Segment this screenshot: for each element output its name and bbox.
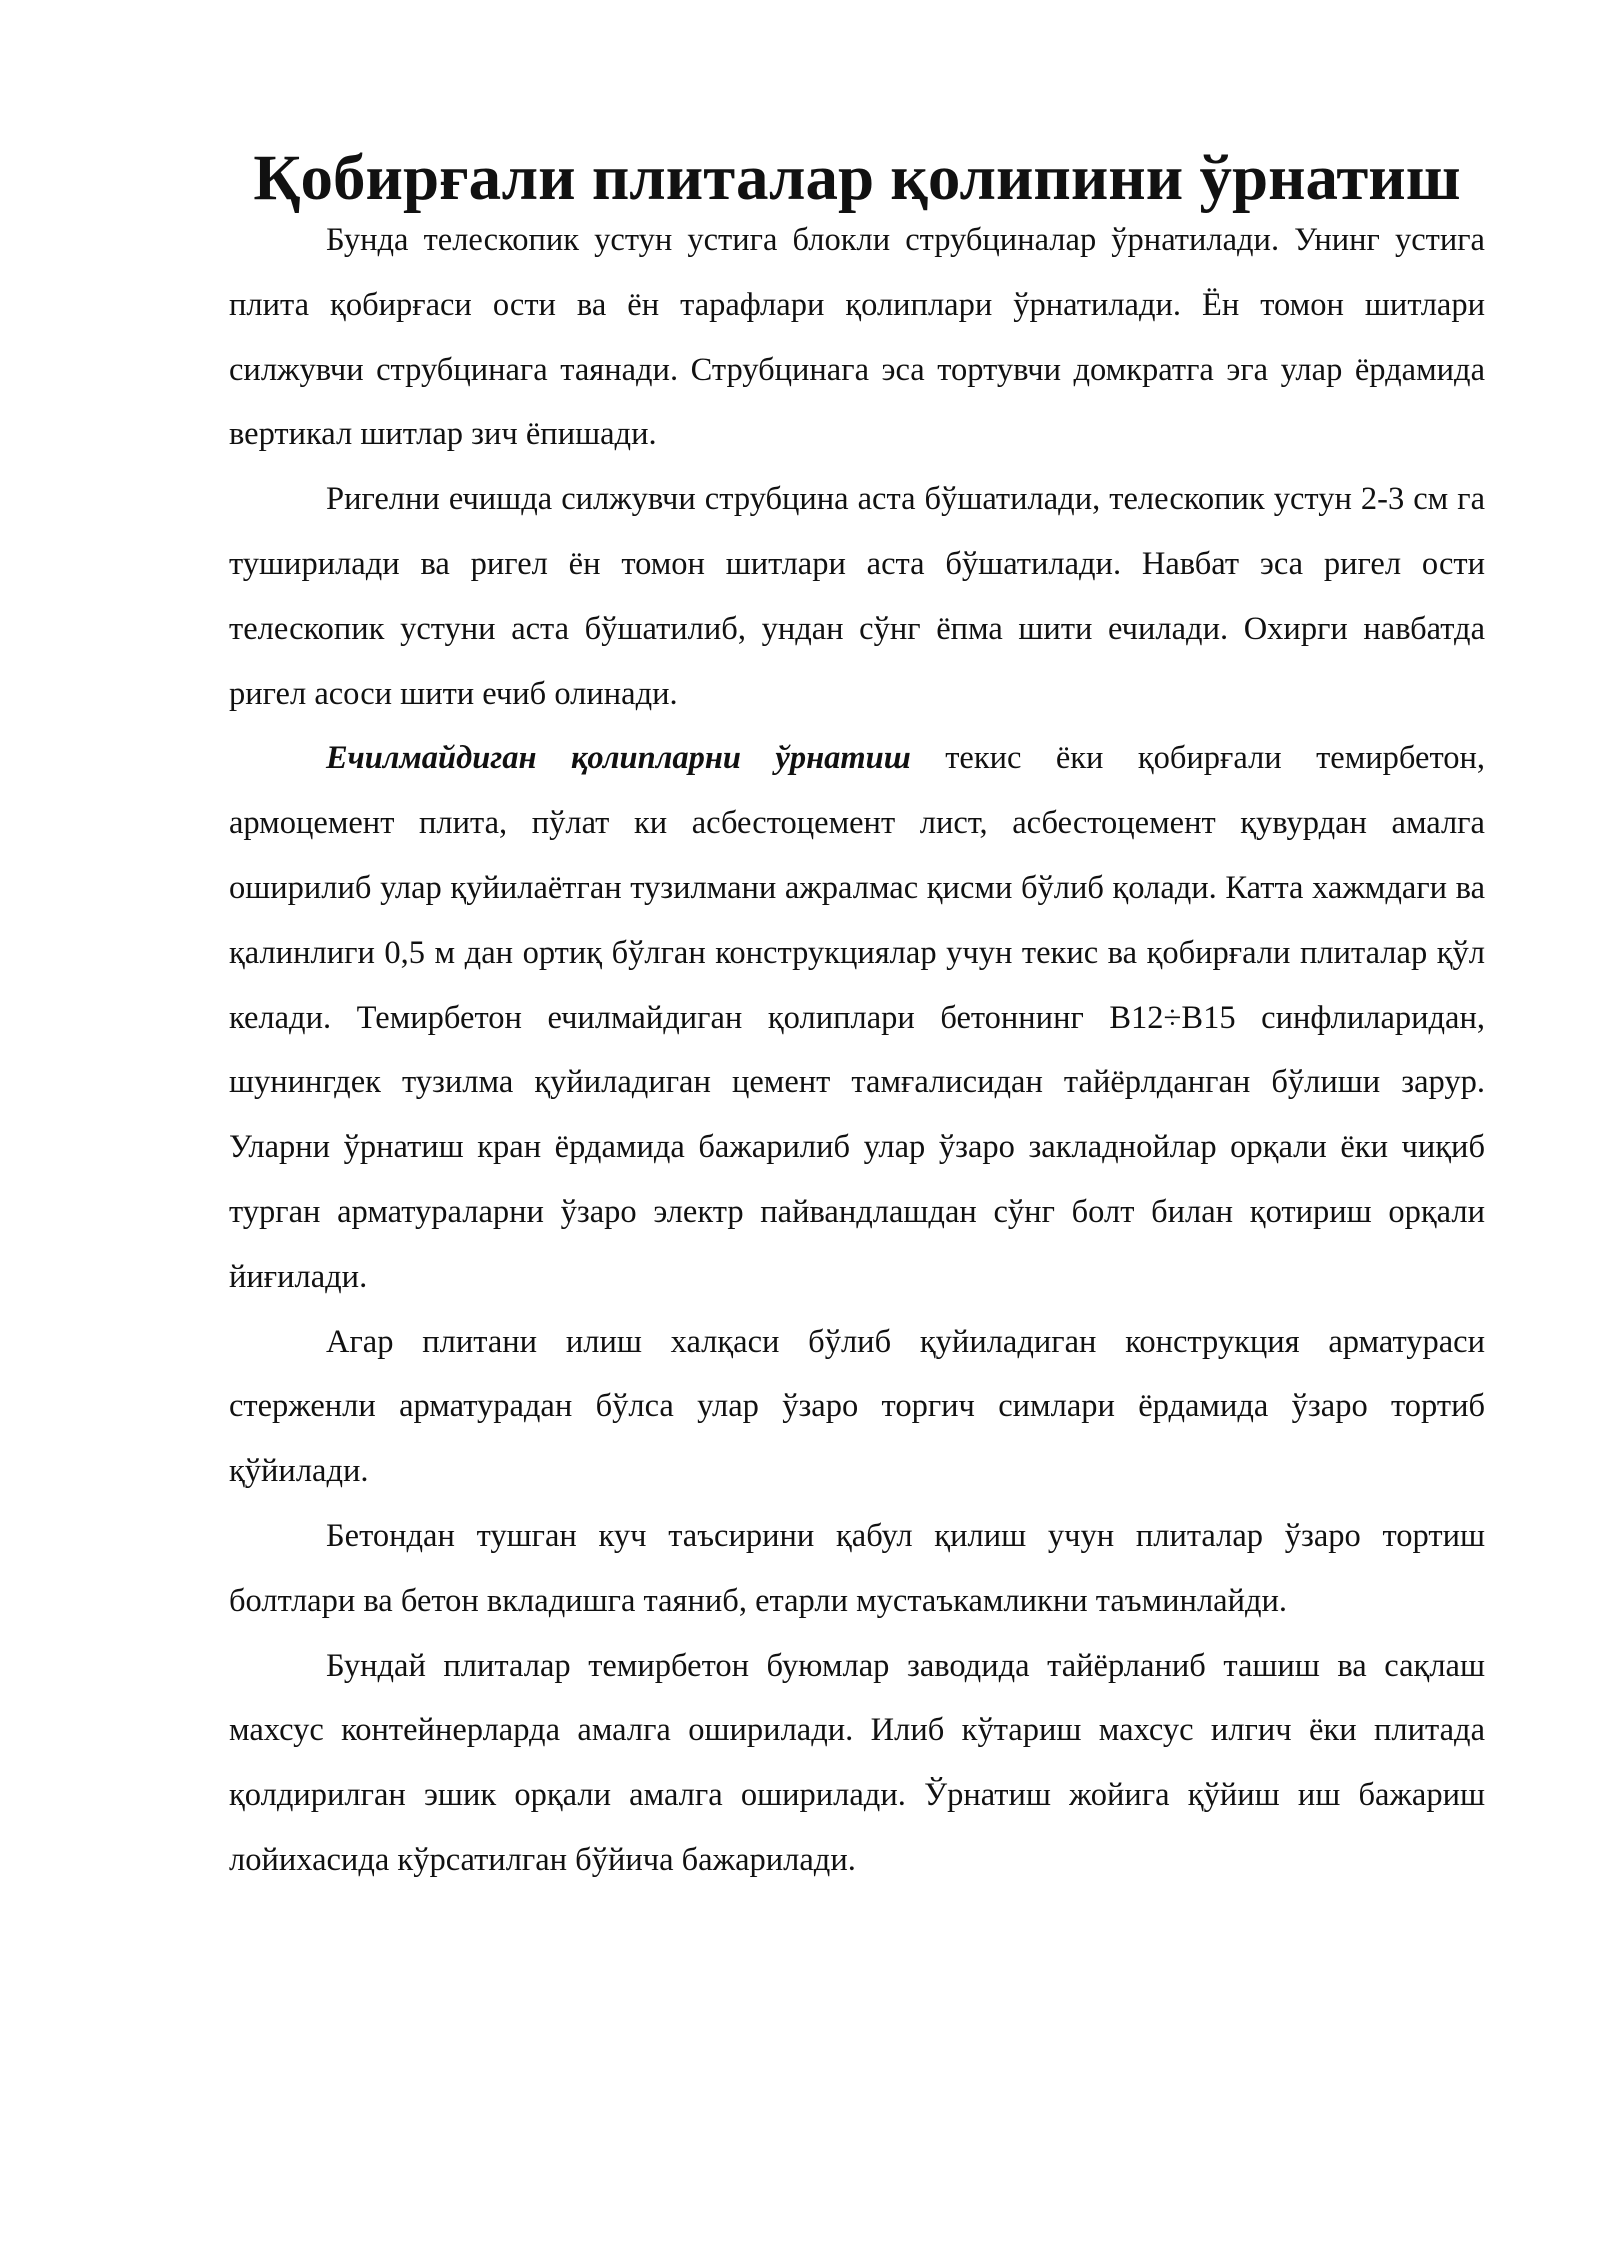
paragraph-4 bbox=[229, 1310, 1485, 1504]
paragraph-1 bbox=[229, 208, 1485, 467]
paragraph-text: Бунда телескопик устун устига блокли струбциналар ўрнатилади. Унинг устига плита қобирғаси ости ва ён тарафлари қолиплари ўрнатилади. Ён томон шитлари силжувчи струбцинага таянади. Струбцинага эса тортувчи домкратга эга улар ёрдамида вертикал шитлар зич ёпишади. bbox=[229, 222, 1485, 453]
document-body bbox=[229, 142, 1485, 1893]
paragraph-3 bbox=[229, 726, 1485, 1309]
paragraph-text: Ригелни ечишда силжувчи струбцина аста бўшатилади, телескопик устун 2-3 см га туширилади ва ригел ён томон шитлари аста бўшатилади. Навбат эса ригел ости телескопик устуни аста бўшатилиб, ундан сўнг ёпма шити ечилади. Охирги навбатда ригел асоси шити ечиб олинади. bbox=[229, 481, 1485, 712]
document-title: Қобирғали плиталар қолипини ўрнатиш bbox=[253, 142, 1461, 214]
paragraph-5 bbox=[229, 1504, 1485, 1634]
paragraph-text: текис ёки қобирғали темирбетон, армоцемент плита, пўлат ки асбестоцемент лист, асбестоцемент қувурдан амалга оширилиб улар қуйилаётган тузилмани ажралмас қисми бўлиб қолади. Катта хажмдаги ва қалинлиги 0,5 м дан ортиқ бўлган конструкциялар учун текис ва қобирғали плиталар қўл келади. Темирбетон ечилмайдиган қолиплари бетоннинг В12÷В15 синфлиларидан, шунингдек тузилма қуйиладиган цемент тамғалисидан тайёрлданган бўлиши зарур. Уларни ўрнатиш кран ёрдамида бажарилиб улар ўзаро закладнойлар орқали ёки чиқиб турган арматураларни ўзаро электр пайвандлашдан сўнг болт билан қотириш орқали йиғилади. bbox=[229, 740, 1485, 1295]
paragraph-text: Бетондан тушган куч таъсирини қабул қилиш учун плиталар ўзаро тортиш болтлари ва бетон вкладишга таяниб, етарли мустаъкамликни таъминлайди. bbox=[229, 1517, 1485, 1619]
paragraph-text: Агар плитани илиш халқаси бўлиб қуйиладиган конструкция арматураси стерженли арматурадан бўлса улар ўзаро торгич симлари ёрдамида ўзаро тортиб қўйилади. bbox=[229, 1323, 1485, 1490]
paragraph-6 bbox=[229, 1634, 1485, 1893]
paragraph-lead-term: Ечилмайдиган қолипларни ўрнатиш bbox=[326, 740, 911, 777]
paragraph-2 bbox=[229, 467, 1485, 726]
paragraph-text: Бундай плиталар темирбетон буюмлар заводида тайёрланиб ташиш ва сақлаш махсус контейнерларда амалга оширилади. Илиб кўтариш махсус илгич ёки плитада қолдирилган эшик орқали амалга оширилади. Ўрнатиш жойига қўйиш иш бажариш лойихасида кўрсатилган бўйича бажарилади. bbox=[229, 1647, 1485, 1878]
